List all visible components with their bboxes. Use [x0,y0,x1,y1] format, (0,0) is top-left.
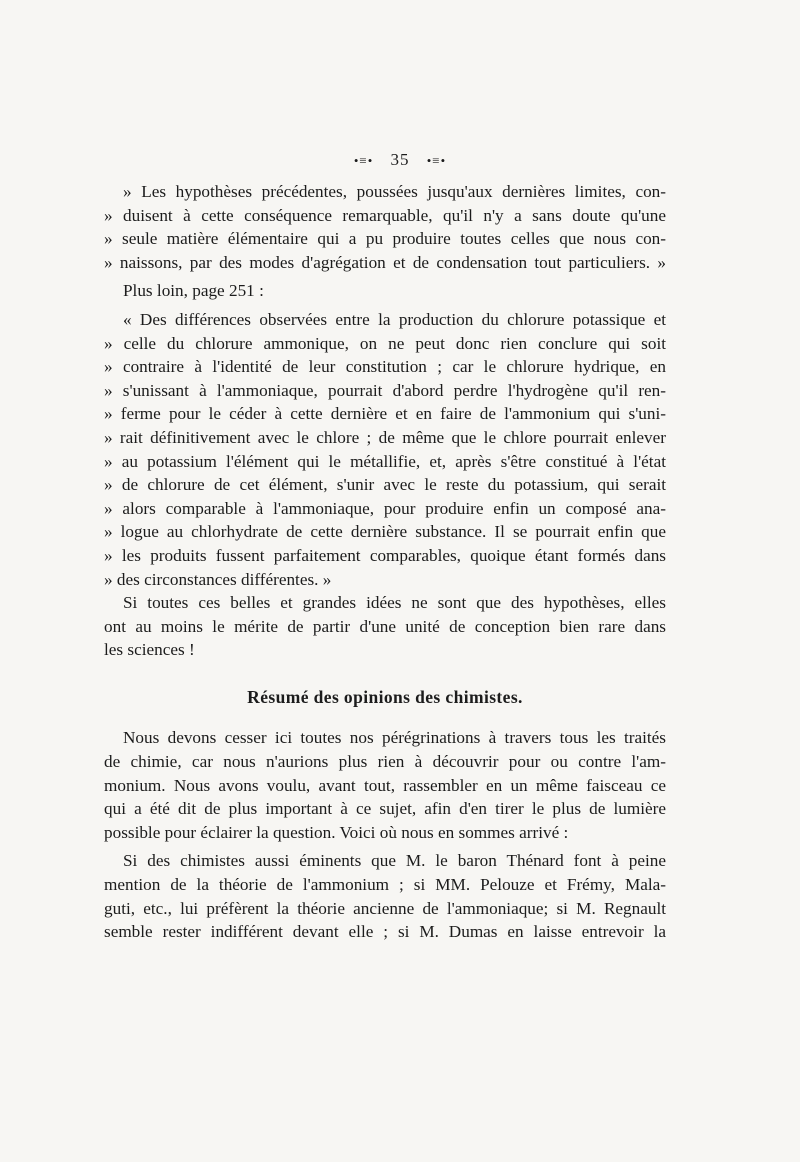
text-line: Si toutes ces belles et grandes idées ne sont que des hypothèses, elles [123,593,666,613]
commentary-paragraph [104,591,666,662]
text-line: guti, etc., lui préfèrent la théorie ancienne de l'ammoniaque; si M. Regnault [104,898,666,918]
page-header [0,150,800,170]
chemists-paragraph [104,849,666,943]
text-line: » des circonstances différentes. » [104,569,332,589]
text-line: » s'unissant à l'ammoniaque, pourrait d'abord perdre l'hydrogène qu'il ren- [104,380,666,400]
text-line: » celle du chlorure ammonique, on ne peut donc rien conclure qui soit [104,333,666,353]
page-number: 35 [390,150,410,169]
text-line: monium. Nous avons voulu, avant tout, rassembler en un même faisceau ce [104,775,666,795]
text-line: les sciences ! [104,640,195,660]
quotation-continuation [104,180,666,274]
text-line: semble rester indifférent devant elle ; si M. Dumas en laisse entrevoir la [104,922,666,942]
text-line: » logue au chlorhydrate de cette dernière substance. Il se pourrait enfin que [104,522,666,542]
text-line: » alors comparable à l'ammoniaque, pour produire enfin un composé ana- [104,498,666,518]
text-line: » les produits fussent parfaitement comparables, quoique étant formés dans [104,545,666,565]
text-line: » rait définitivement avec le chlore ; de même que le chlore pourrait enlever [104,427,666,447]
text-line: » contraire à l'identité de leur constitution ; car le chlorure hydrique, en [104,357,666,377]
text-line: mention de la théorie de l'ammonium ; si MM. Pelouze et Frémy, Mala- [104,875,666,895]
text-line: » ferme pour le céder à cette dernière et en faire de l'ammonium qui s'uni- [104,404,666,424]
text-line: » naissons, par des modes d'agrégation et de condensation tout particuliers. » [104,252,666,272]
text-line: » de chlorure de cet élément, s'unir avec le reste du potassium, qui serait [104,475,666,495]
page-body [104,180,666,944]
right-ornament-icon: •≡• [426,153,447,169]
text-line: Plus loin, page 251 : [123,281,264,301]
text-line: Si des chimistes aussi éminents que M. le baron Thénard font à peine [123,851,666,871]
summary-paragraph [104,726,666,844]
left-ornament-icon: •≡• [353,153,374,169]
text-line: ont au moins le mérite de partir d'une unité de conception bien rare dans [104,616,666,636]
text-line: « Des différences observées entre la production du chlorure potassique et [123,309,666,329]
text-line: qui a été dit de plus important à ce sujet, afin d'en tirer le plus de lumière [104,799,666,819]
text-line: » duisent à cette conséquence remarquable, qu'il n'y a sans doute qu'une [104,205,666,225]
text-line: » seule matière élémentaire qui a pu produire toutes celles que nous con- [104,229,666,249]
section-heading: Résumé des opinions des chimistes. [247,686,523,707]
quotation-paragraph [104,308,666,591]
text-line: de chimie, car nous n'aurions plus rien à découvrir pour ou contre l'am- [104,752,666,772]
page-reference-paragraph [104,279,666,303]
text-line: » Les hypothèses précédentes, poussées jusqu'aux dernières limites, con- [123,182,666,201]
text-line: Nous devons cesser ici toutes nos pérégrinations à travers tous les traités [123,728,666,748]
text-line: » au potassium l'élément qui le métallifie, et, après s'être constitué à l'état [104,451,666,471]
text-line: possible pour éclairer la question. Voici où nous en sommes arrivé : [104,822,569,842]
